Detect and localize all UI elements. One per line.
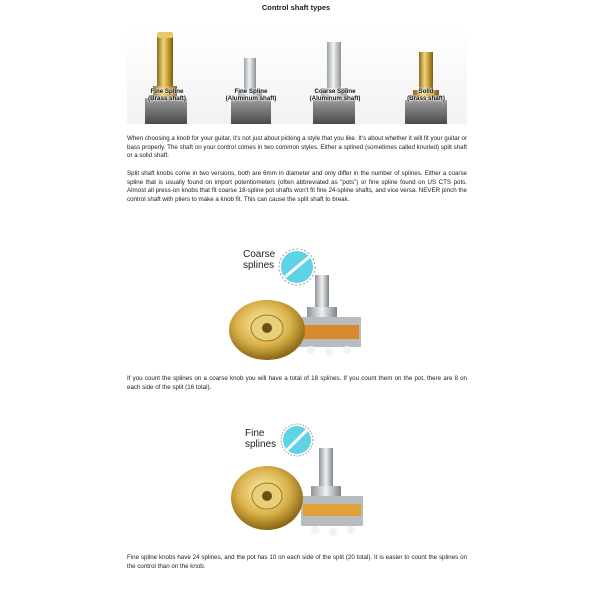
shaft-label-line1: Solid — [418, 88, 434, 95]
shaft-label-coarse-aluminum — [302, 88, 368, 102]
coarse-splines-photo — [225, 235, 370, 365]
fine-splines-label — [245, 428, 276, 450]
shaft-label-line2: (Aluminum shaft) — [309, 95, 361, 102]
shaft-types-photo — [127, 28, 467, 124]
shaft-label-line1: Fine Spline — [150, 88, 184, 95]
fine-splines-photo — [225, 418, 370, 543]
page-title: Control shaft types — [261, 3, 331, 12]
fine-count-paragraph: Fine spline knobs have 24 splines, and the pot has 10 on each side of the split (20 total). It is easier to count the splines on the control than on the knob. — [127, 554, 467, 570]
coarse-splines-label — [243, 249, 275, 271]
coarse-label-line1: Coarse — [243, 249, 276, 260]
coarse-count-paragraph: If you count the splines on a coarse knob you will have a total of 18 splines. If you count them on the pot, there are 8 on each side of the split (16 total). — [127, 375, 467, 391]
shaft-label-fine-aluminum — [219, 88, 283, 102]
shaft-label-line1: Coarse Spline — [314, 88, 356, 95]
shaft-types-image — [127, 28, 467, 124]
fine-label-line1: Fine — [245, 428, 265, 439]
split-shaft-paragraph: Split shaft knobs come in two versions, both are 6mm in diameter and only differ in the number of splines. Either a coarse spline that is usually found on import potentiometers (often abbreviated as "pots") or fine spline found on US CTS pots. Almost all press-on knobs that fit coarse 18-spline pot shafts won't fit fine 24-spline shafts, and vice versa. NEVER pinch the control shaft with pliers to make a knob fit. This can cause the split shaft to break. — [127, 170, 467, 203]
shaft-label-solid-brass — [395, 88, 457, 102]
shaft-label-line2: (Brass shaft) — [407, 95, 445, 102]
shaft-label-fine-brass — [137, 88, 197, 102]
shaft-label-line2: (Brass shaft) — [148, 95, 186, 102]
fine-label-line2: splines — [245, 439, 277, 450]
coarse-label-line2: splines — [243, 260, 275, 271]
shaft-label-line2: (Aluminum shaft) — [225, 95, 277, 102]
shaft-label-line1: Fine Spline — [234, 88, 268, 95]
intro-paragraph: When choosing a knob for your guitar, it's not just about picking a style that you like. It's about whether it will fit your guitar or bass properly. The shaft on your control comes in two common styles. Either a splined (sometimes called knurled) split shaft or a solid shaft. — [127, 135, 467, 160]
